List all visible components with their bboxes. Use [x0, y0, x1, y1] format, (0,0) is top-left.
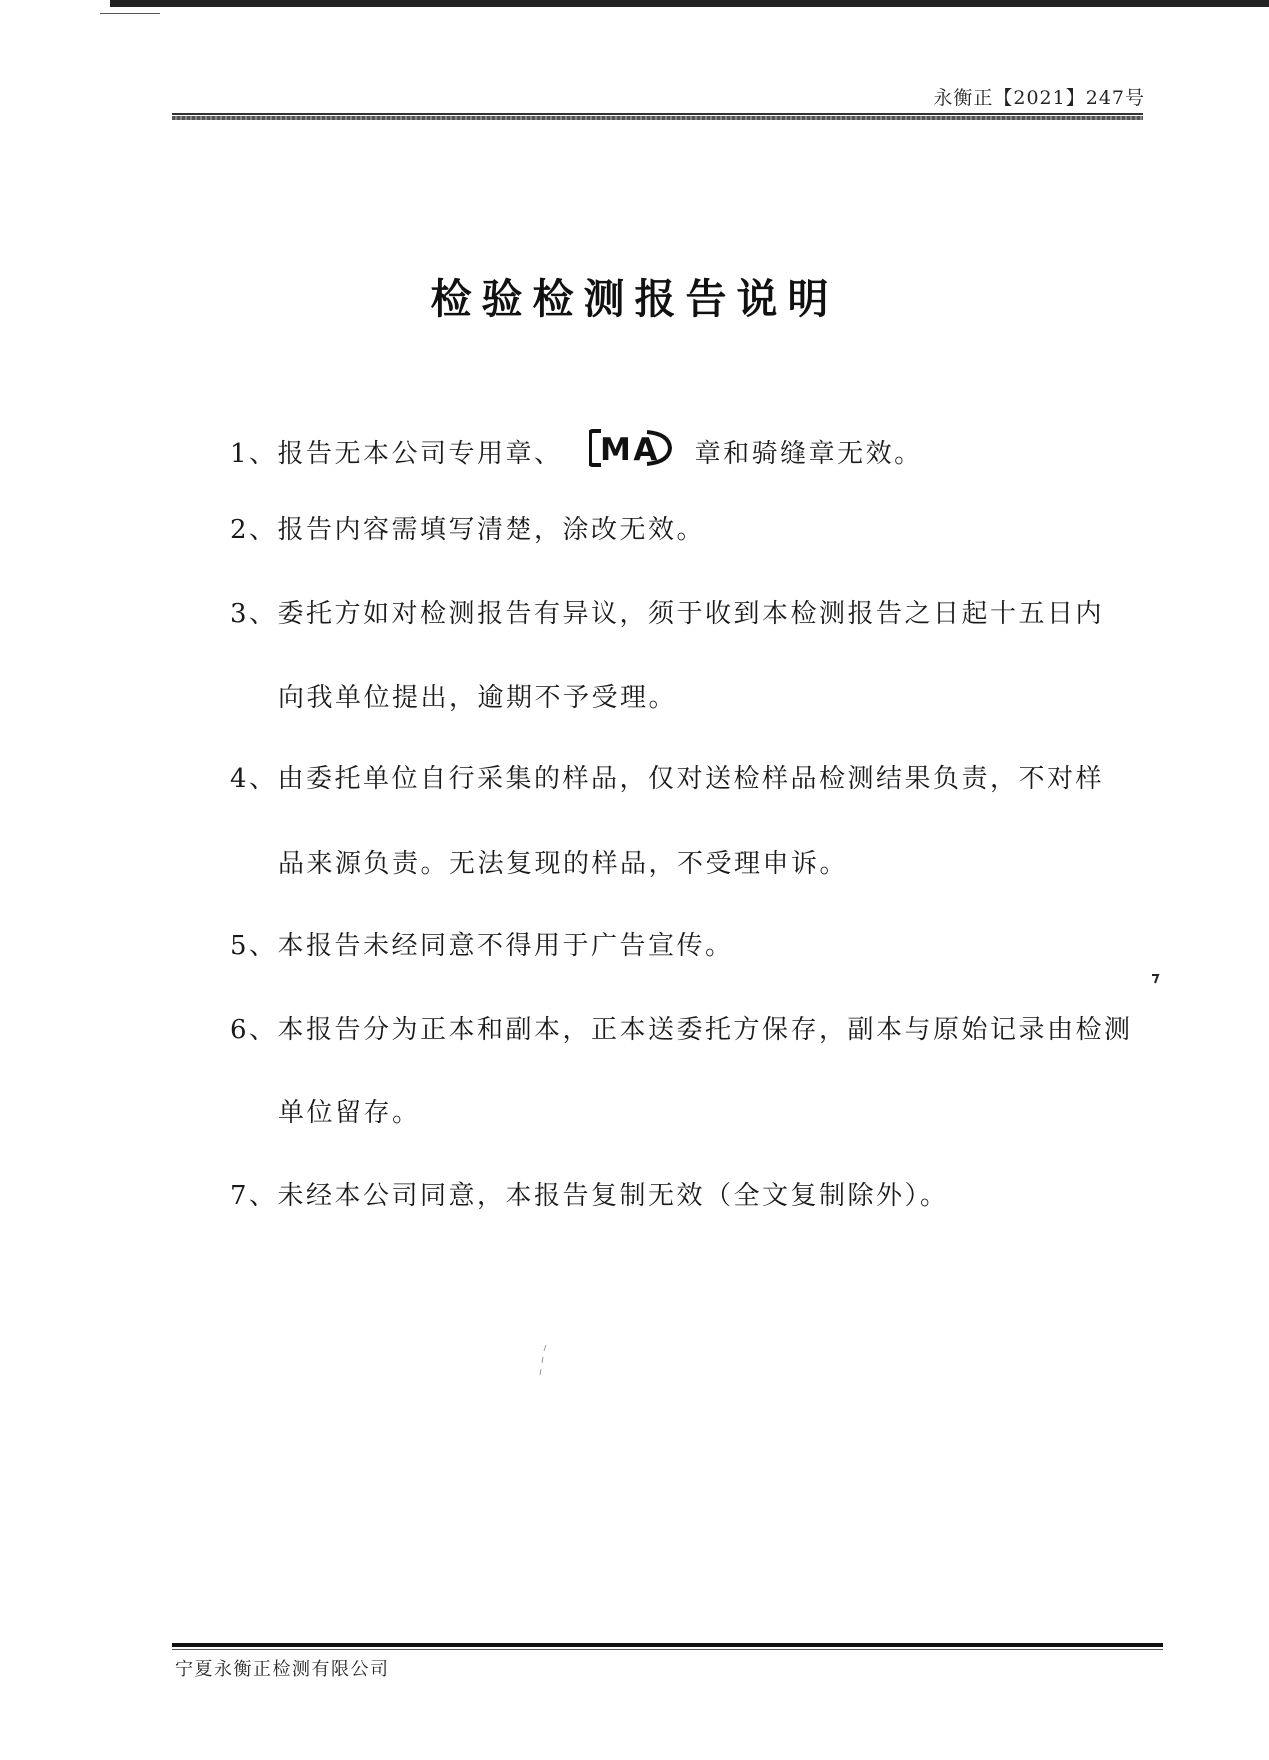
item-text: 报告内容需填写清楚，涂改无效。 — [277, 515, 706, 545]
scan-edge — [110, 0, 1269, 7]
item-number: 6、 — [230, 1015, 278, 1045]
header-divider — [172, 113, 1143, 120]
item-text: 本报告分为正本和副本，正本送委托方保存，副本与原始记录由检测 — [277, 1015, 1133, 1045]
scan-speck — [1150, 973, 1160, 985]
item-text: 本报告未经同意不得用于广告宣传。 — [277, 931, 734, 961]
company-name: 宁夏永衡正检测有限公司 — [175, 1659, 390, 1680]
item-number: 5、 — [230, 931, 278, 961]
item-text: 委托方如对检测报告有异议，须于收到本检测报告之日起十五日内 — [277, 599, 1105, 629]
document-number: 永衡正【2021】247号 — [933, 87, 1145, 109]
scan-artifact — [100, 13, 160, 14]
notice-item-3 — [230, 596, 1104, 632]
notice-item-7 — [230, 1178, 949, 1214]
notice-item-2 — [230, 512, 705, 548]
item-text: 报告无本公司专用章、 — [277, 439, 563, 469]
item-number: 3、 — [230, 599, 278, 629]
page-title: 检验检测报告说明 — [430, 275, 839, 323]
notice-item-6 — [230, 1012, 1133, 1048]
item-number: 4、 — [230, 764, 278, 794]
notice-item-5 — [230, 928, 734, 964]
cma-logo-svg — [589, 428, 673, 468]
item-text: 由委托单位自行采集的样品，仅对送检样品检测结果负责，不对样 — [277, 764, 1105, 794]
item-number: 2、 — [230, 515, 278, 545]
notice-item-6-continuation: 单位留存。 — [278, 1098, 421, 1128]
cma-mark-icon — [589, 428, 673, 478]
notice-item-4-continuation: 品来源负责。无法复现的样品，不受理申诉。 — [278, 849, 849, 879]
notice-item-1 — [230, 428, 923, 482]
notice-item-3-continuation: 向我单位提出，逾期不予受理。 — [278, 683, 678, 713]
scan-speck — [538, 1343, 550, 1379]
item-text-after-mark: 章和骑缝章无效。 — [694, 439, 923, 469]
notice-item-4 — [230, 761, 1104, 797]
item-number: 7、 — [230, 1181, 278, 1211]
footer-divider — [172, 1643, 1163, 1651]
item-number: 1、 — [230, 439, 278, 469]
cma-logo-text: MA — [599, 432, 660, 468]
item-text: 未经本公司同意，本报告复制无效（全文复制除外）。 — [277, 1181, 949, 1211]
